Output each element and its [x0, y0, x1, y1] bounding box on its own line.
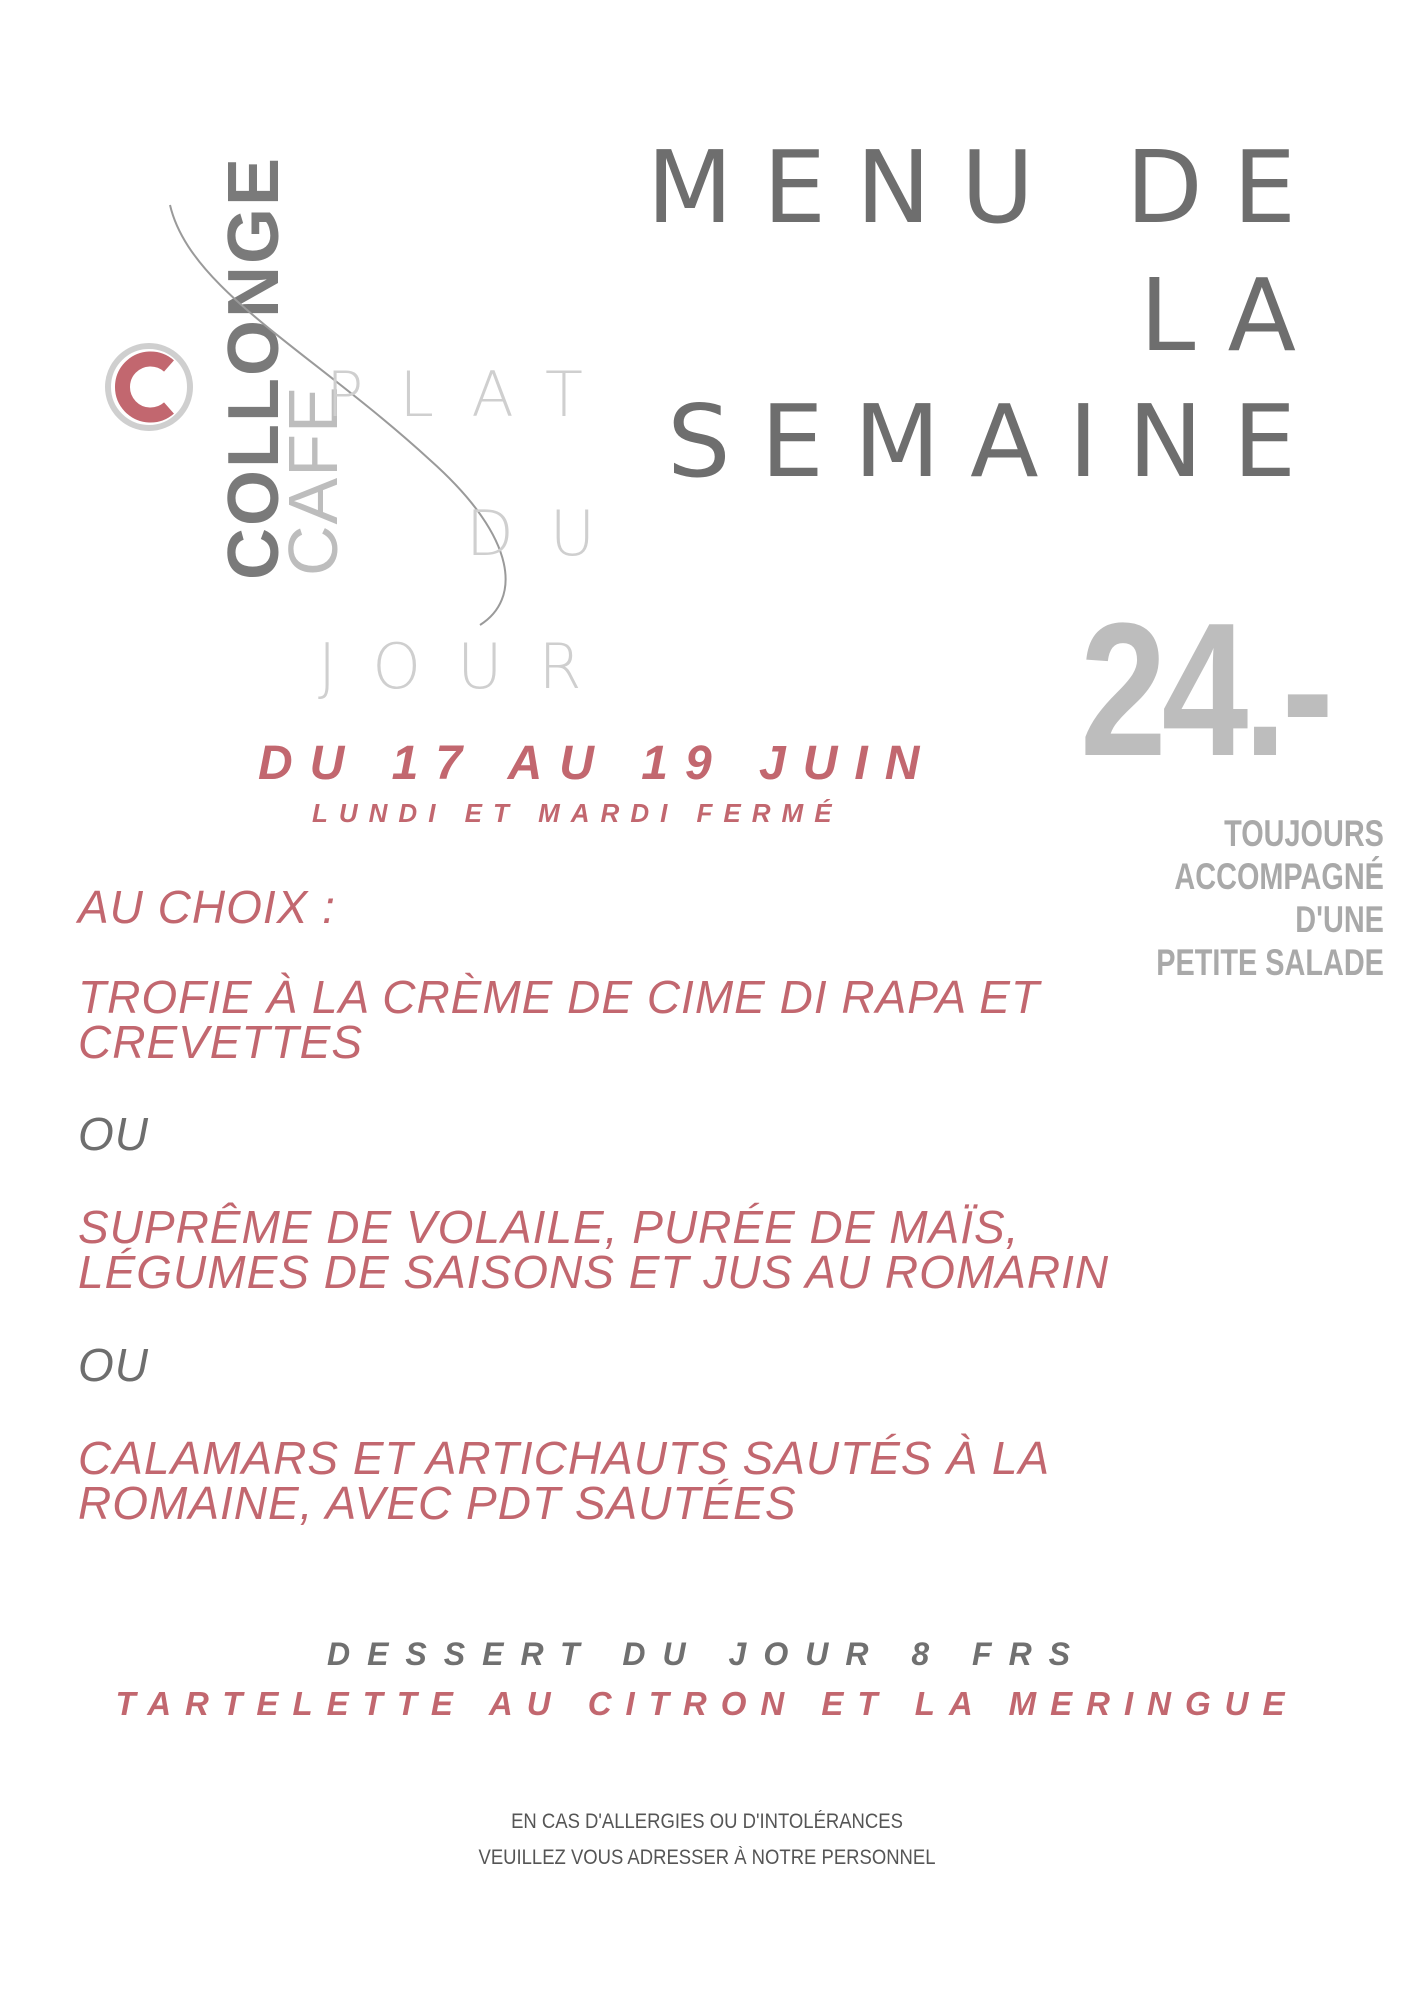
- jour-label: JOUR: [318, 630, 618, 703]
- footer-line-2: VEUILLEZ VOUS ADRESSER À NOTRE PERSONNEL: [478, 1846, 936, 1869]
- menu-intro: AU CHOIX :: [78, 881, 336, 933]
- menu-option-2: [78, 1201, 1118, 1298]
- menu-or-1: OU: [78, 1108, 149, 1160]
- dessert-label: DESSERT DU JOUR 8 FRS: [326, 1636, 1088, 1672]
- title-line-3: SEMAINE: [667, 383, 1326, 500]
- logo-brand-text: COLLONGE: [214, 156, 294, 580]
- side-note-line: PETITE SALADE: [1156, 942, 1384, 983]
- menu-option-line: CALAMARS ET ARTICHAUTS SAUTÉS À LA: [78, 1432, 1051, 1484]
- menu-option-line: ROMAINE, AVEC PDT SAUTÉES: [78, 1477, 797, 1529]
- menu-option-line: LÉGUMES DE SAISONS ET JUS AU ROMARIN: [78, 1246, 1110, 1298]
- dates: DU 17 AU 19 JUIN: [258, 737, 937, 790]
- title-line-1: MENU DE: [646, 129, 1326, 246]
- du-label: DU: [466, 497, 632, 570]
- menu-option-line: CREVETTES: [78, 1016, 364, 1068]
- menu-option-line: SUPRÊME DE VOLAILE, PURÉE DE MAÏS,: [78, 1201, 1020, 1253]
- footer-line-1: EN CAS D'ALLERGIES OU D'INTOLÉRANCES: [511, 1810, 903, 1833]
- title-line-2: LA: [1139, 257, 1326, 374]
- logo-sub-text: CAFE: [274, 385, 352, 576]
- plat-label: PLAT: [326, 358, 619, 431]
- closed-days: LUNDI ET MARDI FERMÉ: [312, 798, 843, 828]
- menu-option-1: [78, 971, 1118, 1068]
- menu-option-line: TROFIE À LA CRÈME DE CIME DI RAPA ET: [78, 971, 1041, 1023]
- side-note-line: D'UNE: [1295, 899, 1384, 940]
- side-note: [1156, 812, 1384, 984]
- side-note-line: ACCOMPAGNÉ: [1174, 856, 1384, 897]
- menu-or-2: OU: [78, 1339, 149, 1391]
- dessert-name: TARTELETTE AU CITRON ET LA MERINGUE: [115, 1685, 1299, 1722]
- menu-option-3: [78, 1432, 1118, 1529]
- side-note-line: TOUJOURS: [1224, 813, 1384, 854]
- price: 24.-: [1080, 584, 1329, 796]
